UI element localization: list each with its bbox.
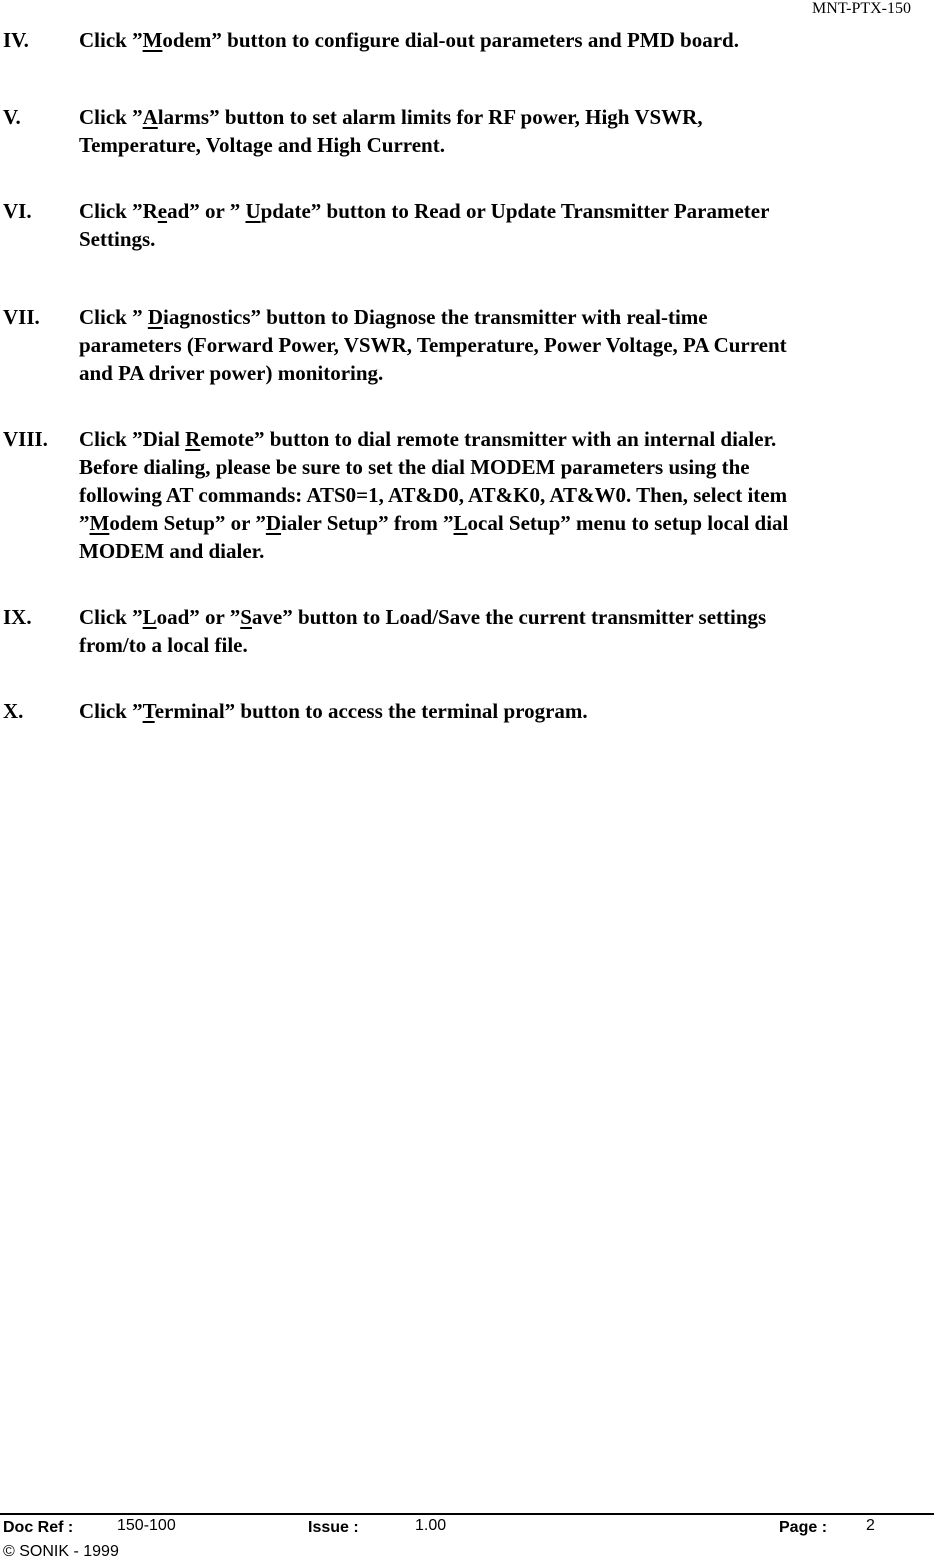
doc-ref-label: Doc Ref : bbox=[3, 1519, 74, 1536]
item-number: VII. bbox=[3, 305, 40, 329]
page-label: Page : bbox=[779, 1519, 828, 1536]
text-line bbox=[79, 303, 934, 331]
text-segment: odem Setup” or ” bbox=[109, 511, 266, 535]
text-segment: Before dialing, please be sure to set the dial MODEM parameters using the bbox=[79, 455, 750, 479]
item-number: IX. bbox=[3, 605, 32, 629]
text-segment: Settings. bbox=[79, 227, 156, 251]
text-line bbox=[79, 537, 934, 565]
issue-label: Issue : bbox=[308, 1519, 359, 1536]
item-text bbox=[79, 303, 934, 387]
accelerator-key: D bbox=[265, 511, 282, 535]
text-segment: emote” button to dial remote transmitter with an internal dialer. bbox=[200, 427, 777, 451]
text-segment: Temperature, Voltage and High Current. bbox=[79, 133, 445, 157]
text-segment: ” bbox=[79, 511, 90, 535]
text-segment: pdate” button to Read or Update Transmitter Parameter bbox=[260, 199, 770, 223]
text-segment: Click ” bbox=[79, 305, 148, 329]
text-segment: Click ”R bbox=[79, 199, 158, 223]
page-number: 2 bbox=[866, 1517, 875, 1534]
text-line bbox=[79, 453, 934, 481]
text-line bbox=[79, 603, 934, 631]
text-segment: ocal Setup” menu to setup local dial bbox=[467, 511, 789, 535]
text-line bbox=[79, 331, 934, 359]
text-segment: Click ” bbox=[79, 699, 143, 723]
text-segment: odem” button to configure dial-out parameters and PMD board. bbox=[162, 28, 739, 52]
footer-divider bbox=[0, 1513, 934, 1515]
text-segment: ave” button to Load/Save the current transmitter settings bbox=[251, 605, 767, 629]
text-segment: oad” or ” bbox=[156, 605, 241, 629]
issue-value: 1.00 bbox=[415, 1517, 447, 1534]
item-number: IV. bbox=[3, 28, 29, 52]
text-segment: erminal” button to access the terminal program. bbox=[154, 699, 588, 723]
text-line bbox=[79, 697, 934, 725]
item-number: VIII. bbox=[3, 427, 48, 451]
item-text bbox=[79, 197, 934, 253]
accelerator-key: e bbox=[157, 199, 168, 223]
text-segment: following AT commands: ATS0=1, AT&D0, AT&K0, AT&W0. Then, select item bbox=[79, 483, 788, 507]
text-segment: iagnostics” button to Diagnose the transmitter with real-time bbox=[163, 305, 708, 329]
item-text bbox=[79, 26, 934, 54]
item-text bbox=[79, 603, 934, 659]
item-number: X. bbox=[3, 699, 24, 723]
accelerator-key: U bbox=[245, 199, 261, 223]
text-segment: from/to a local file. bbox=[79, 633, 248, 657]
text-line bbox=[79, 359, 934, 387]
text-segment: parameters (Forward Power, VSWR, Temperature, Power Voltage, PA Current bbox=[79, 333, 787, 357]
text-segment: Click ”Dial bbox=[79, 427, 186, 451]
text-line bbox=[79, 509, 934, 537]
text-segment: ialer Setup” from ” bbox=[281, 511, 454, 535]
accelerator-key: A bbox=[142, 105, 158, 129]
text-segment: Click ” bbox=[79, 605, 143, 629]
accelerator-key: S bbox=[240, 605, 252, 629]
text-line bbox=[79, 103, 934, 131]
accelerator-key: L bbox=[142, 605, 157, 629]
text-segment: MODEM and dialer. bbox=[79, 539, 265, 563]
accelerator-key: D bbox=[147, 305, 164, 329]
item-text bbox=[79, 697, 934, 725]
accelerator-key: R bbox=[185, 427, 201, 451]
text-segment: and PA driver power) monitoring. bbox=[79, 361, 384, 385]
item-number: VI. bbox=[3, 199, 32, 223]
text-segment: Click ” bbox=[79, 105, 143, 129]
text-line bbox=[79, 631, 934, 659]
text-segment: Click ” bbox=[79, 28, 143, 52]
text-line bbox=[79, 131, 934, 159]
doc-ref-value: 150-100 bbox=[117, 1517, 176, 1534]
text-line bbox=[79, 425, 934, 453]
accelerator-key: M bbox=[89, 511, 110, 535]
text-segment: ad” or ” bbox=[167, 199, 246, 223]
accelerator-key: M bbox=[142, 28, 163, 52]
text-line bbox=[79, 225, 934, 253]
document-code: MNT-PTX-150 bbox=[812, 0, 911, 17]
text-line bbox=[79, 26, 934, 54]
accelerator-key: T bbox=[142, 699, 155, 723]
text-line bbox=[79, 481, 934, 509]
text-line bbox=[79, 197, 934, 225]
accelerator-key: L bbox=[453, 511, 468, 535]
text-segment: larms” button to set alarm limits for RF power, High VSWR, bbox=[157, 105, 703, 129]
item-text bbox=[79, 425, 934, 565]
item-number: V. bbox=[3, 105, 21, 129]
item-text bbox=[79, 103, 934, 159]
copyright-notice: © SONIK - 1999 bbox=[3, 1543, 119, 1560]
